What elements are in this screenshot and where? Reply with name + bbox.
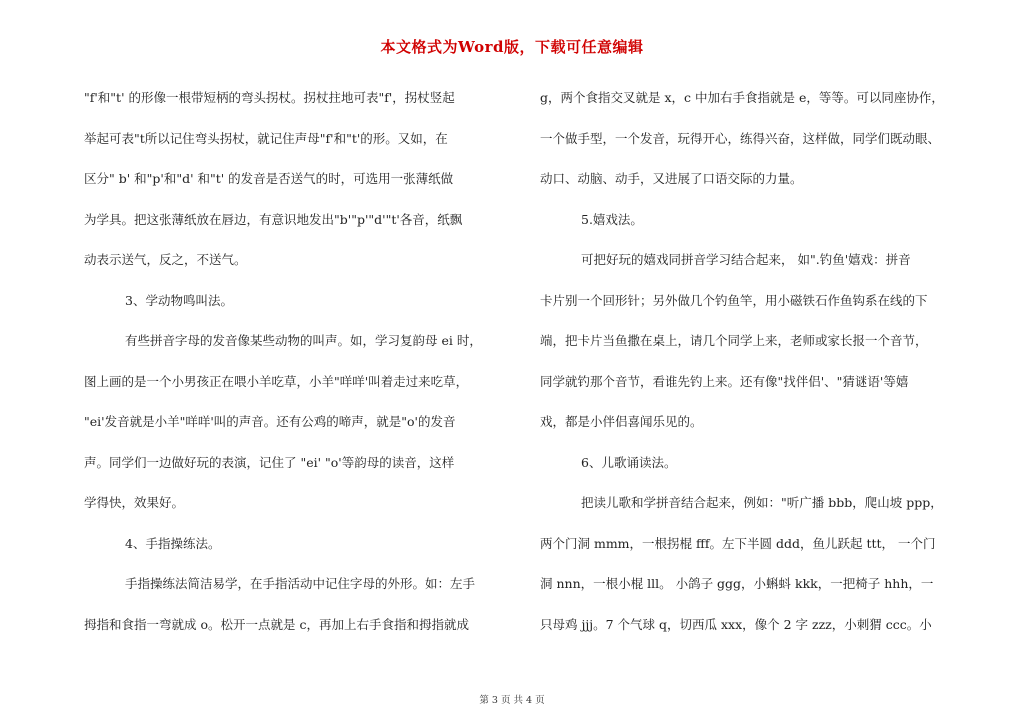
text-line: 有些拼音字母的发音像某些动物的叫声。如，学习复韵母 ei 时， bbox=[125, 333, 482, 348]
right-column bbox=[540, 78, 980, 645]
text-line: 动口、动脑、动手，又进展了口语交际的力量。 bbox=[540, 171, 803, 186]
text-line: 两个门洞 mmm，一根拐棍 fff。左下半圆 ddd，鱼儿跃起 ttt， 一个门 bbox=[540, 535, 936, 551]
text-line: 为学具。把这张薄纸放在唇边，有意识地发出"b'"p'"d'"t'各音，纸飘 bbox=[84, 211, 463, 227]
text-line: 戏，都是小伴侣喜闻乐见的。 bbox=[540, 414, 703, 429]
text-line: 声。同学们一边做好玩的表演，记住了 "ei' "o'等韵母的读音，这样 bbox=[84, 454, 455, 470]
section-heading: 6、儿歌诵读法。 bbox=[581, 454, 677, 470]
text-line: 端，把卡片当鱼撒在桌上，请几个同学上来，老师或家长报一个音节， bbox=[540, 333, 928, 348]
text-line: 图上画的是一个小男孩正在喂小羊吃草，小羊"咩咩'叫着走过来吃草， bbox=[84, 373, 469, 389]
text-line: 把读儿歌和学拼音结合起来，例如："听广播 bbb，爬山坡 ppp， bbox=[581, 495, 943, 510]
section-heading: 4、手指操练法。 bbox=[125, 535, 221, 551]
text-line: 同学就钓那个音节，看谁先钓上来。还有像"找伴侣'、"猜谜语'等嬉 bbox=[540, 373, 909, 389]
section-heading: 3、学动物鸣叫法。 bbox=[125, 292, 233, 308]
text-line: 只母鸡 jjj。7 个气球 q，切西瓜 xxx，像个 2 字 zzz，小刺猬 ccc。小 bbox=[540, 616, 932, 632]
text-line: 可把好玩的嬉戏同拼音学习结合起来， 如".钓鱼'嬉戏：拼音 bbox=[581, 252, 911, 267]
left-column bbox=[84, 78, 516, 645]
text-line: 拇指和食指一弯就成 o。松开一点就是 c，再加上右手食指和拇指就成 bbox=[84, 616, 469, 632]
text-line: 卡片别一个回形针；另外做几个钓鱼竿，用小磁铁石作鱼钩系在线的下 bbox=[540, 292, 928, 308]
text-line: "ei'发音就是小羊"咩咩'叫的声音。还有公鸡的啼声，就是"o'的发音 bbox=[84, 414, 456, 429]
text-line: 洞 nnn，一根小棍 lll。 小鸽子 ggg，小蝌蚪 kkk，一把椅子 hhh，一 bbox=[540, 576, 934, 591]
text-line: 手指操练法简洁易学，在手指活动中记住字母的外形。如：左手 bbox=[125, 576, 476, 591]
text-line: 一个做手型，一个发音，玩得开心，练得兴奋，这样做，同学们既动眼、 bbox=[540, 130, 941, 146]
text-line: "f'和"t' 的形像一根带短柄的弯头拐杖。拐杖拄地可表"f'，拐杖竖起 bbox=[84, 90, 455, 105]
text-line: 举起可表"t所以记住弯头拐杖，就记住声母"f'和"t'的形。又如，在 bbox=[84, 130, 448, 146]
document-header: 本文格式为Word版，下载可任意编辑 bbox=[380, 38, 644, 56]
text-line: g，两个食指交叉就是 x，c 中加右手食指就是 e，等等。可以同座协作， bbox=[540, 90, 944, 105]
section-heading: 5.嬉戏法。 bbox=[581, 211, 643, 227]
text-line: 学得快，效果好。 bbox=[84, 495, 185, 510]
page-number: 第 3 页 共 4 页 bbox=[479, 695, 545, 706]
text-line: 区分" b' 和"p'和"d' 和"t' 的发音是否送气的时，可选用一张薄纸做 bbox=[84, 171, 454, 186]
text-line: 动表示送气，反之，不送气。 bbox=[84, 252, 247, 267]
